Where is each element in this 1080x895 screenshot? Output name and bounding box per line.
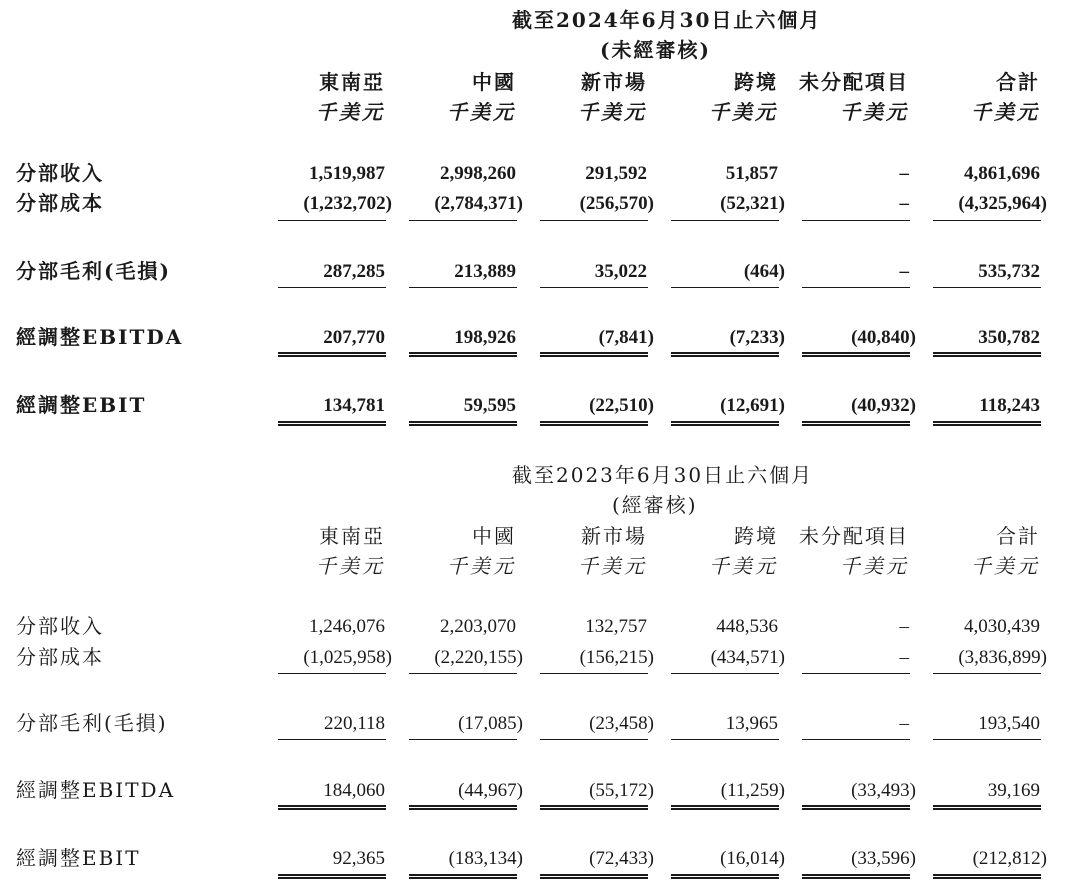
unit-label: 千美元 <box>840 554 909 578</box>
subtotal-rule <box>671 739 779 740</box>
subtotal-rule <box>540 287 648 288</box>
subtotal-rule <box>278 287 386 288</box>
unit-label: 千美元 <box>840 100 909 124</box>
table-cell: (183,134) <box>448 848 523 869</box>
unit-label: 千美元 <box>316 100 385 124</box>
row-label: 經調整EBITDA <box>16 778 176 802</box>
subtotal-rule <box>802 220 910 221</box>
period-title: 截至2024年6月30日止六個月 <box>512 8 822 32</box>
table-cell: 291,592 <box>585 163 647 184</box>
table-cell: 1,519,987 <box>309 163 385 184</box>
subtotal-rule <box>802 739 910 740</box>
total-double-rule <box>540 874 648 879</box>
row-label: 分部收入 <box>16 614 104 638</box>
table-cell: 2,203,070 <box>440 616 516 637</box>
subtotal-rule <box>540 739 648 740</box>
subtotal-rule <box>671 287 779 288</box>
table-cell: (1,025,958) <box>303 647 392 668</box>
row-label: 分部毛利(毛損) <box>16 259 171 283</box>
row-label: 經調整EBIT <box>16 393 147 417</box>
column-header: 未分配項目 <box>799 524 909 548</box>
total-double-rule <box>933 874 1041 879</box>
column-header: 跨境 <box>734 524 778 548</box>
subtotal-rule <box>278 673 386 674</box>
table-cell: (52,321) <box>720 193 785 214</box>
total-double-rule <box>933 805 1041 810</box>
table-cell: 535,732 <box>978 261 1040 282</box>
table-cell: (55,172) <box>589 780 654 801</box>
table-cell: (40,840) <box>851 327 916 348</box>
row-label: 分部成本 <box>16 645 104 669</box>
subtotal-rule <box>671 673 779 674</box>
table-cell: (212,812) <box>972 848 1047 869</box>
table-cell: 184,060 <box>323 780 385 801</box>
subtotal-rule <box>409 739 517 740</box>
table-cell: 59,595 <box>463 395 516 416</box>
subtotal-rule <box>802 673 910 674</box>
unit-label: 千美元 <box>316 554 385 578</box>
table-cell: (72,433) <box>589 848 654 869</box>
column-header: 未分配項目 <box>799 70 909 94</box>
unit-label: 千美元 <box>709 554 778 578</box>
table-cell: 51,857 <box>725 163 778 184</box>
column-header: 中國 <box>472 524 516 548</box>
table-cell: (256,570) <box>579 193 654 214</box>
table-cell: 4,030,439 <box>964 616 1040 637</box>
column-header: 新市場 <box>581 524 647 548</box>
audit-note: (未經審核) <box>600 38 711 62</box>
table-cell: – <box>899 163 909 184</box>
table-cell: (17,085) <box>458 713 523 734</box>
unit-label: 千美元 <box>709 100 778 124</box>
table-cell: 448,536 <box>716 616 778 637</box>
row-label: 經調整EBIT <box>16 846 141 870</box>
table-cell: (434,571) <box>710 647 785 668</box>
subtotal-rule <box>933 220 1041 221</box>
table-cell: – <box>899 261 909 282</box>
table-cell: 198,926 <box>454 327 516 348</box>
column-header: 東南亞 <box>319 524 385 548</box>
table-cell: 1,246,076 <box>309 616 385 637</box>
table-cell: 13,965 <box>725 713 778 734</box>
total-double-rule <box>802 874 910 879</box>
table-cell: 92,365 <box>332 848 385 869</box>
row-label: 分部毛利(毛損) <box>16 711 168 735</box>
table-cell: 39,169 <box>987 780 1040 801</box>
table-cell: (7,233) <box>729 327 785 348</box>
subtotal-rule <box>278 220 386 221</box>
total-double-rule <box>540 352 648 357</box>
table-cell: (11,259) <box>720 780 785 801</box>
total-double-rule <box>802 352 910 357</box>
subtotal-rule <box>933 673 1041 674</box>
table-cell: 350,782 <box>978 327 1040 348</box>
table-cell: (33,596) <box>851 848 916 869</box>
table-cell: 213,889 <box>454 261 516 282</box>
column-header: 合計 <box>996 524 1040 548</box>
table-cell: 193,540 <box>978 713 1040 734</box>
table-cell: 207,770 <box>323 327 385 348</box>
subtotal-rule <box>409 220 517 221</box>
table-cell: (44,967) <box>458 780 523 801</box>
table-cell: (7,841) <box>598 327 654 348</box>
total-double-rule <box>802 421 910 426</box>
table-cell: 287,285 <box>323 261 385 282</box>
row-label: 經調整EBITDA <box>16 325 184 349</box>
subtotal-rule <box>933 287 1041 288</box>
table-cell: 220,118 <box>323 713 385 734</box>
table-cell: (156,215) <box>579 647 654 668</box>
table-cell: 4,861,696 <box>964 163 1040 184</box>
total-double-rule <box>671 805 779 810</box>
period-title: 截至2023年6月30日止六個月 <box>512 463 814 487</box>
row-label: 分部收入 <box>16 161 104 185</box>
table-cell: 2,998,260 <box>440 163 516 184</box>
unit-label: 千美元 <box>447 100 516 124</box>
total-double-rule <box>409 352 517 357</box>
table-cell: (2,784,371) <box>434 193 523 214</box>
table-cell: (23,458) <box>589 713 654 734</box>
total-double-rule <box>540 421 648 426</box>
total-double-rule <box>802 805 910 810</box>
total-double-rule <box>540 805 648 810</box>
unit-label: 千美元 <box>971 100 1040 124</box>
total-double-rule <box>671 352 779 357</box>
subtotal-rule <box>802 287 910 288</box>
total-double-rule <box>278 805 386 810</box>
subtotal-rule <box>540 220 648 221</box>
table-cell: (12,691) <box>720 395 785 416</box>
table-cell: 118,243 <box>979 395 1040 416</box>
column-header: 中國 <box>472 70 516 94</box>
total-double-rule <box>671 874 779 879</box>
table-cell: (22,510) <box>589 395 654 416</box>
column-header: 新市場 <box>581 70 647 94</box>
table-cell: 132,757 <box>585 616 647 637</box>
total-double-rule <box>933 421 1041 426</box>
table-cell: – <box>899 616 909 637</box>
unit-label: 千美元 <box>578 554 647 578</box>
subtotal-rule <box>409 287 517 288</box>
unit-label: 千美元 <box>578 100 647 124</box>
total-double-rule <box>278 421 386 426</box>
audit-note: (經審核) <box>612 493 698 517</box>
subtotal-rule <box>671 220 779 221</box>
table-cell: (1,232,702) <box>303 193 392 214</box>
row-label: 分部成本 <box>16 191 104 215</box>
subtotal-rule <box>409 673 517 674</box>
table-cell: (16,014) <box>720 848 785 869</box>
total-double-rule <box>409 805 517 810</box>
table-cell: 134,781 <box>323 395 385 416</box>
subtotal-rule <box>933 739 1041 740</box>
subtotal-rule <box>278 739 386 740</box>
column-header: 東南亞 <box>319 70 385 94</box>
subtotal-rule <box>540 673 648 674</box>
column-header: 跨境 <box>734 70 778 94</box>
table-cell: (40,932) <box>851 395 916 416</box>
table-cell: (4,325,964) <box>958 193 1047 214</box>
unit-label: 千美元 <box>971 554 1040 578</box>
total-double-rule <box>409 874 517 879</box>
total-double-rule <box>278 874 386 879</box>
total-double-rule <box>933 352 1041 357</box>
table-cell: – <box>899 193 909 214</box>
table-cell: 35,022 <box>594 261 647 282</box>
table-cell: (33,493) <box>851 780 916 801</box>
unit-label: 千美元 <box>447 554 516 578</box>
table-cell: – <box>899 713 909 734</box>
table-cell: (3,836,899) <box>958 647 1047 668</box>
table-cell: – <box>899 647 909 668</box>
total-double-rule <box>278 352 386 357</box>
table-cell: (464) <box>743 261 785 282</box>
total-double-rule <box>671 421 779 426</box>
table-cell: (2,220,155) <box>434 647 523 668</box>
column-header: 合計 <box>996 70 1040 94</box>
total-double-rule <box>409 421 517 426</box>
